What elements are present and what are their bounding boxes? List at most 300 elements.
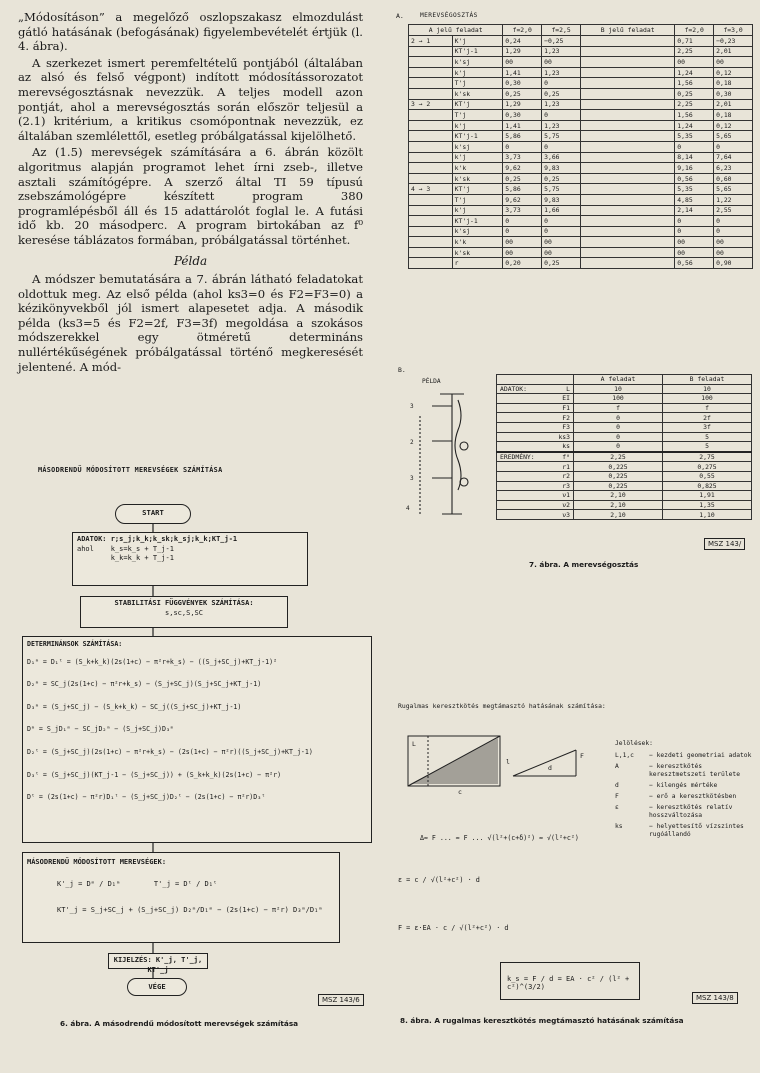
- example-result-label: [497, 462, 574, 472]
- legend-description: − kezdeti geometriai adatok: [649, 752, 752, 759]
- legend-row: [615, 782, 755, 790]
- example-result-symbol: r3: [562, 481, 570, 490]
- distribution-cell: 0,18: [714, 110, 753, 121]
- example-header-empty: [497, 375, 574, 385]
- figure-6-badge: MSZ 143/6: [318, 994, 364, 1006]
- distribution-cell: 0,25: [503, 173, 542, 184]
- example-input-value: 0: [574, 442, 663, 452]
- distribution-cell: [580, 152, 674, 163]
- distribution-row: [409, 46, 753, 57]
- distribution-row: [409, 226, 753, 237]
- distribution-cell: [580, 110, 674, 121]
- example-result-symbol: r1: [562, 462, 570, 471]
- intro-paragraph-1: „Módosításon” a megelőző oszlopszakasz elmozdulást gátló hatásának (befogásának) figyelembevételét értjük (l. 4. ábra).: [18, 10, 363, 54]
- example-result-heading: EREDMÉNY:: [500, 453, 535, 462]
- example-input-value: f: [663, 403, 752, 413]
- distribution-cell: 1,66: [542, 205, 581, 216]
- distribution-cell: 0: [542, 226, 581, 237]
- results-box: [22, 852, 340, 943]
- fig8-label-c: c: [458, 788, 462, 794]
- example-result-value: 2,25: [574, 452, 663, 462]
- distribution-row: [409, 216, 753, 227]
- determinants-title: DETERMINÁNSOK SZÁMÍTÁSA:: [27, 640, 123, 648]
- distribution-cell: [580, 36, 674, 47]
- distribution-cell: 9,16: [675, 163, 714, 174]
- distribution-cell: 0,60: [714, 173, 753, 184]
- distribution-cell: 00: [675, 237, 714, 248]
- distribution-cell: 00: [714, 247, 753, 258]
- output-box: KIJELZÉS: K'_j, T'_j, KT'_j: [108, 953, 208, 969]
- example-table: [496, 374, 752, 520]
- results-line-1: K'_j = Dᵐ / D₁ᵐ T'_j = Dᵗ / D₁ᵗ: [57, 880, 218, 888]
- fig8-label-L: L: [412, 740, 416, 748]
- distribution-cell: 0: [714, 141, 753, 152]
- distribution-cell: 0,71: [675, 36, 714, 47]
- example-header-a: A feladat: [574, 375, 663, 385]
- distribution-cell: [580, 205, 674, 216]
- section-heading: Példa: [173, 253, 208, 268]
- distribution-cell: 5,86: [503, 184, 542, 195]
- stability-title: STABILITÁSI FÜGGVÉNYEK SZÁMÍTÁSA:: [114, 599, 254, 607]
- distribution-row: [409, 237, 753, 248]
- distribution-cell: k'j: [452, 152, 503, 163]
- distribution-cell: 00: [542, 237, 581, 248]
- example-pelda-label: PÉLDA: [422, 378, 441, 385]
- distribution-cell: [409, 131, 453, 142]
- distribution-cell: k'sk: [452, 173, 503, 184]
- distribution-cell: k'j: [452, 205, 503, 216]
- example-input-value: f: [574, 403, 663, 413]
- example-result-value: 1,10: [663, 510, 752, 520]
- distribution-cell: 1,29: [503, 46, 542, 57]
- distribution-row: [409, 67, 753, 78]
- distribution-cell: [580, 163, 674, 174]
- distribution-cell: 0,25: [542, 173, 581, 184]
- stability-vars: s,sc,S,SC: [165, 608, 203, 617]
- distribution-cell: k'sj: [452, 57, 503, 68]
- distribution-cell: k'sj: [452, 226, 503, 237]
- example-result-row: [497, 500, 752, 510]
- figure-8-caption: 8. ábra. A rugalmas keresztkötés megtámasztó hatásának számítása: [400, 1016, 684, 1025]
- distribution-row: [409, 141, 753, 152]
- table-a-label: A.: [396, 12, 404, 20]
- determinants-box: [22, 636, 372, 843]
- column-sketch: [402, 386, 486, 526]
- distribution-cell: T'j: [452, 194, 503, 205]
- legend-symbol: L,1,c: [615, 752, 634, 759]
- input-box: [72, 532, 308, 586]
- example-result-symbol: ν3: [562, 510, 570, 519]
- distribution-cell: 9,62: [503, 194, 542, 205]
- table-a-title: MEREVSÉGOSZTÁS: [420, 12, 478, 19]
- distribution-cell: 9,83: [542, 194, 581, 205]
- distribution-cell: [409, 216, 453, 227]
- distribution-cell: KT'j-1: [452, 46, 503, 57]
- distribution-cell: 0,12: [714, 67, 753, 78]
- example-input-value: 5: [663, 442, 752, 452]
- distribution-cell: 9,83: [542, 163, 581, 174]
- distribution-cell: KT'j-1: [452, 131, 503, 142]
- example-input-row: [497, 422, 752, 432]
- distribution-cell: [580, 184, 674, 195]
- example-input-label: [497, 442, 574, 452]
- distribution-row: [409, 173, 753, 184]
- results-title: MÁSODRENDŰ MÓDOSÍTOTT MEREVSÉGEK:: [27, 858, 167, 866]
- header-cell-a-f25: f=2,5: [542, 25, 581, 36]
- figure-7-caption: 7. ábra. A merevségosztás: [529, 560, 639, 569]
- end-terminal: VÉGE: [127, 978, 187, 996]
- distribution-cell: [409, 57, 453, 68]
- distribution-cell: −0,25: [542, 36, 581, 47]
- example-input-value: 10: [663, 384, 752, 394]
- intro-paragraph-3: Az (1.5) merevségek számítására a 6. ábrán közölt algoritmus alapján programot lehet írni zseb-, illetve asztali számítógépre. A szerző által TI 59 típusú zsebszámológépre készített program 380 programlépésből áll és 15 adattárolót foglal le. A futási idő kb. 20 másodperc. A program birtokában az f⁰ keresése táblázatos formában, próbálgatással történhet.: [18, 145, 363, 247]
- example-header-b: B feladat: [663, 375, 752, 385]
- distribution-cell: 00: [714, 237, 753, 248]
- example-result-symbol: r2: [562, 472, 570, 481]
- distribution-cell: 0: [714, 226, 753, 237]
- example-result-row: [497, 462, 752, 472]
- distribution-cell: 4 → 3: [409, 184, 453, 195]
- distribution-cell: K'j: [452, 36, 503, 47]
- example-input-row: [497, 394, 752, 404]
- example-input-label: [497, 403, 574, 413]
- distribution-cell: 1,23: [542, 67, 581, 78]
- distribution-cell: [580, 78, 674, 89]
- example-input-row: [497, 432, 752, 442]
- fig8-label-F: F: [580, 752, 584, 760]
- fig8-eq-2: ε = c / √(l²+c²) · d: [398, 876, 480, 884]
- distribution-cell: [409, 120, 453, 131]
- legend-symbol: A: [615, 763, 619, 770]
- intro-text: [18, 10, 363, 376]
- distribution-cell: [580, 226, 674, 237]
- distribution-cell: 1,24: [675, 120, 714, 131]
- distribution-cell: 1,23: [542, 46, 581, 57]
- distribution-table: [408, 24, 753, 269]
- example-result-row: [497, 510, 752, 520]
- det-line-1: D₁ᵐ = D₁ᵗ = (S_k+k_k)(2s(1+c) − π²r+k_s) − ((S_j+SC_j)+KT_j-1)²: [27, 657, 278, 666]
- example-result-label: [497, 481, 574, 491]
- distribution-row: [409, 78, 753, 89]
- distribution-cell: 5,65: [714, 131, 753, 142]
- fig8-eq-1: Δ≈ F ... ≈ F ... √(l²+(c+δ)²) ≈ √(l²+c²): [420, 834, 579, 842]
- example-result-value: 2,10: [574, 510, 663, 520]
- example-result-row: [497, 481, 752, 491]
- distribution-row: [409, 163, 753, 174]
- distribution-cell: 0: [675, 216, 714, 227]
- example-result-label: [497, 510, 574, 520]
- figure-6-caption: 6. ábra. A másodrendű módosított merevségek számítása: [60, 1019, 299, 1028]
- example-input-value: 10: [574, 384, 663, 394]
- legend-description: − helyettesítő vízszintes rugóállandó: [649, 823, 744, 838]
- distribution-cell: 5,65: [714, 184, 753, 195]
- det-line-6: D₃ᵗ = (S_j+SC_j)(KT_j-1 − (S_j+SC_j)) + (S_k+k_k)(2s(1+c) − π²r): [27, 770, 282, 779]
- distribution-cell: 1,24: [675, 67, 714, 78]
- example-input-label: [497, 394, 574, 404]
- distribution-cell: 0: [542, 78, 581, 89]
- distribution-cell: 0,56: [675, 173, 714, 184]
- distribution-cell: 5,75: [542, 184, 581, 195]
- distribution-cell: KT'j-1: [452, 216, 503, 227]
- distribution-cell: k'j: [452, 120, 503, 131]
- example-input-label: [497, 413, 574, 423]
- distribution-cell: 0,24: [503, 36, 542, 47]
- example-result-label: [497, 500, 574, 510]
- distribution-cell: 0,25: [675, 88, 714, 99]
- distribution-cell: KT'j: [452, 99, 503, 110]
- distribution-row: [409, 258, 753, 269]
- det-line-5: D₂ᵗ = (S_j+SC_j)(2s(1+c) − π²r+k_s) − (2s(1+c) − π²r)((S_j+SC_j)+KT_j-1): [27, 747, 313, 756]
- example-result-value: 2,10: [574, 500, 663, 510]
- example-input-symbol: L: [566, 384, 570, 393]
- distribution-cell: [580, 173, 674, 184]
- distribution-cell: [580, 46, 674, 57]
- example-input-value: 5: [663, 432, 752, 442]
- legend-symbol: F: [615, 793, 619, 800]
- example-result-value: 0,225: [574, 481, 663, 491]
- example-result-label: [497, 491, 574, 501]
- distribution-cell: T'j: [452, 110, 503, 121]
- legend-title: Jelölések:: [615, 740, 653, 747]
- example-input-value: 100: [663, 394, 752, 404]
- distribution-cell: [409, 141, 453, 152]
- distribution-cell: [580, 247, 674, 258]
- distribution-cell: 9,62: [503, 163, 542, 174]
- det-line-3: D₃ᵐ = (S_j+SC_j) − (S_k+k_k) − SC_j((S_j+SC_j)+KT_j-1): [27, 702, 242, 711]
- example-label-b: B.: [398, 366, 406, 374]
- distribution-cell: KT'j: [452, 184, 503, 195]
- distribution-row: [409, 99, 753, 110]
- distribution-row: [409, 110, 753, 121]
- distribution-cell: [409, 194, 453, 205]
- distribution-cell: 00: [503, 57, 542, 68]
- header-cell-a: A jelű feladat: [409, 25, 503, 36]
- example-header-row: [497, 375, 752, 385]
- distribution-cell: 0: [503, 141, 542, 152]
- distribution-cell: [580, 237, 674, 248]
- example-table-wrap: [496, 374, 752, 520]
- distribution-cell: [409, 205, 453, 216]
- legend-symbol: ε: [615, 804, 619, 811]
- distribution-cell: [580, 99, 674, 110]
- distribution-cell: [409, 78, 453, 89]
- distribution-cell: [580, 141, 674, 152]
- distribution-cell: 3,73: [503, 152, 542, 163]
- distribution-cell: 0: [675, 226, 714, 237]
- results-line-2: KT'_j = S_j+SC_j + (S_j+SC_j) D₂ᵐ/D₁ᵐ − (2s(1+c) − π²r) D₃ᵐ/D₁ᵐ: [57, 906, 323, 914]
- det-line-4: Dᵐ = S_jD₁ᵐ − SC_jD₂ᵐ − (S_j+SC_j)D₃ᵐ: [27, 725, 174, 734]
- distribution-cell: 00: [542, 247, 581, 258]
- svg-text:4: 4: [406, 505, 410, 512]
- distribution-cell: [409, 247, 453, 258]
- example-input-value: 3f: [663, 422, 752, 432]
- det-line-2: D₂ᵐ = SC_j(2s(1+c) − π²r+k_s) − (S_j+SC_j)(S_j+SC_j+KT_j-1): [27, 680, 262, 689]
- distribution-cell: 0,30: [503, 78, 542, 89]
- distribution-cell: 2,25: [675, 99, 714, 110]
- truss-sketch: [398, 728, 614, 794]
- distribution-row: [409, 152, 753, 163]
- distribution-cell: 0: [542, 216, 581, 227]
- distribution-cell: 5,35: [675, 131, 714, 142]
- distribution-cell: k'k: [452, 163, 503, 174]
- distribution-cell: 5,35: [675, 184, 714, 195]
- distribution-cell: [580, 120, 674, 131]
- distribution-cell: 0,25: [503, 88, 542, 99]
- distribution-row: [409, 194, 753, 205]
- example-input-symbol: F2: [562, 413, 570, 422]
- distribution-cell: [409, 67, 453, 78]
- distribution-cell: [580, 67, 674, 78]
- distribution-row: [409, 205, 753, 216]
- example-input-symbol: ks: [562, 442, 570, 451]
- example-input-label: [497, 422, 574, 432]
- legend-row: [615, 752, 755, 760]
- example-input-symbol: F3: [562, 423, 570, 432]
- distribution-row: [409, 120, 753, 131]
- example-input-symbol: EI: [562, 394, 570, 403]
- intro-paragraph-4: A módszer bemutatására a 7. ábrán látható feladatokat oldottuk meg. Az első példa (ahol ks3=0 és F2=F3=0) a kézikönyvekből jól ismert alapesetet adja. A második példa (ks3=5 és F2=2f, F3=3f) megoldása a szokásos módszerekkel egy ötméretű determináns nullértékűségének próbálgatással történő megkeresését jelentené. A mód-: [18, 272, 363, 374]
- distribution-cell: −0,23: [714, 36, 753, 47]
- legend-row: [615, 793, 755, 801]
- distribution-cell: 1,56: [675, 78, 714, 89]
- distribution-cell: 0,30: [714, 88, 753, 99]
- distribution-row: [409, 57, 753, 68]
- example-result-value: 2,10: [574, 491, 663, 501]
- example-result-value: 2,75: [663, 452, 752, 462]
- distribution-cell: 1,22: [714, 194, 753, 205]
- example-result-label: [497, 452, 574, 462]
- example-input-value: 0: [574, 432, 663, 442]
- example-result-value: 1,35: [663, 500, 752, 510]
- svg-text:2: 2: [410, 439, 414, 446]
- distribution-cell: [580, 216, 674, 227]
- legend-symbol: ks: [615, 823, 623, 830]
- distribution-row: [409, 247, 753, 258]
- distribution-cell: 0,12: [714, 120, 753, 131]
- flowchart-title: MÁSODRENDŰ MÓDOSÍTOTT MEREVSÉGEK SZÁMÍTÁSA: [38, 466, 223, 474]
- distribution-cell: 0: [675, 141, 714, 152]
- example-result-value: 0,275: [663, 462, 752, 472]
- distribution-cell: 3,73: [503, 205, 542, 216]
- distribution-cell: [580, 131, 674, 142]
- distribution-cell: 3 → 2: [409, 99, 453, 110]
- header-cell-b-f30: f=3,0: [714, 25, 753, 36]
- distribution-cell: 2,14: [675, 205, 714, 216]
- example-input-symbol: ks3: [558, 432, 570, 441]
- fig8-eq-4: k_s = F / d = EA · c² / (l² + c²)^(3/2): [500, 962, 640, 1000]
- distribution-cell: k'sk: [452, 247, 503, 258]
- distribution-cell: 0,18: [714, 78, 753, 89]
- distribution-cell: [409, 258, 453, 269]
- distribution-cell: [409, 173, 453, 184]
- header-cell-b-f20: f=2,0: [675, 25, 714, 36]
- distribution-cell: 1,41: [503, 120, 542, 131]
- distribution-cell: 2,25: [675, 46, 714, 57]
- distribution-cell: [409, 110, 453, 121]
- distribution-cell: 5,75: [542, 131, 581, 142]
- example-input-value: 100: [574, 394, 663, 404]
- example-result-row: [497, 452, 752, 462]
- distribution-cell: r: [452, 258, 503, 269]
- intro-paragraph-2: A szerkezet ismert peremfeltételű pontjából (általában az alsó és felső végpont) indított módosítássorozatot merevségosztásnak nevezzük. A teljes modell azon pontját, ahol a merevségosztás során először teljesül a (2.1) kritérium, a kritikus csomópontnak nevezzük, ez általában szemlélettől, esetleg próbálgatással kijelölhető.: [18, 55, 363, 143]
- distribution-cell: 3,66: [542, 152, 581, 163]
- header-cell-a-f20: f=2,0: [503, 25, 542, 36]
- example-result-row: [497, 471, 752, 481]
- distribution-cell: 00: [714, 57, 753, 68]
- distribution-cell: k'sj: [452, 141, 503, 152]
- svg-text:3: 3: [410, 475, 414, 482]
- distribution-cell: 0,56: [675, 258, 714, 269]
- figure-7-badge: MSZ 143/: [704, 538, 745, 550]
- distribution-cell: [580, 194, 674, 205]
- distribution-cell: 4,85: [675, 194, 714, 205]
- distribution-cell: 0,90: [714, 258, 753, 269]
- fig8-eq-3: F = ε·EA · c / √(l²+c²) · d: [398, 924, 509, 932]
- distribution-cell: 1,23: [542, 120, 581, 131]
- legend-row: [615, 804, 755, 820]
- stability-box: [80, 596, 288, 628]
- distribution-cell: 6,23: [714, 163, 753, 174]
- distribution-table-wrap: [408, 24, 753, 269]
- fig8-label-d: d: [548, 764, 552, 772]
- fig8-title: Rugalmas keresztkötés megtámasztó hatásának számítása:: [398, 702, 606, 710]
- distribution-cell: T'j: [452, 78, 503, 89]
- input-line-3: k_k=k_k + T_j-1: [77, 554, 174, 563]
- distribution-cell: [409, 237, 453, 248]
- distribution-cell: [580, 57, 674, 68]
- example-input-symbol: F1: [562, 404, 570, 413]
- distribution-cell: 2,01: [714, 46, 753, 57]
- distribution-cell: 1,56: [675, 110, 714, 121]
- distribution-row: [409, 184, 753, 195]
- example-result-value: 0,225: [574, 462, 663, 472]
- figure-8-badge: MSZ 143/8: [692, 992, 738, 1004]
- example-result-value: 0,225: [574, 471, 663, 481]
- fig8-legend: [615, 740, 755, 842]
- distribution-cell: 1,41: [503, 67, 542, 78]
- distribution-cell: 00: [542, 57, 581, 68]
- example-result-symbol: ν2: [562, 501, 570, 510]
- distribution-cell: [409, 88, 453, 99]
- example-result-symbol: ν1: [562, 491, 570, 500]
- fig8-label-l: l: [506, 758, 510, 766]
- distribution-cell: 0,25: [542, 258, 581, 269]
- distribution-cell: 1,23: [542, 99, 581, 110]
- legend-symbol: d: [615, 782, 619, 789]
- legend-description: − keresztkötés relatív hosszváltozása: [649, 804, 733, 819]
- distribution-cell: [580, 258, 674, 269]
- det-line-7: Dᵗ = (2s(1+c) − π²r)D₁ᵗ − (S_j+SC_j)D₂ᵗ − (2s(1+c) − π²r)D₃ᵗ: [27, 793, 266, 802]
- distribution-cell: [409, 163, 453, 174]
- distribution-cell: k'k: [452, 237, 503, 248]
- example-input-value: 0: [574, 422, 663, 432]
- distribution-row: [409, 88, 753, 99]
- distribution-cell: 2,55: [714, 205, 753, 216]
- example-input-row: [497, 442, 752, 452]
- distribution-cell: 0: [503, 216, 542, 227]
- distribution-cell: 2 → 1: [409, 36, 453, 47]
- example-input-row: [497, 403, 752, 413]
- distribution-cell: 0: [503, 226, 542, 237]
- header-cell-b: B jelű feladat: [580, 25, 674, 36]
- distribution-cell: 8,14: [675, 152, 714, 163]
- example-input-label: [497, 432, 574, 442]
- distribution-row: [409, 36, 753, 47]
- start-terminal: START: [115, 504, 191, 524]
- distribution-cell: 0: [714, 216, 753, 227]
- distribution-cell: 0: [542, 110, 581, 121]
- distribution-cell: k'sk: [452, 88, 503, 99]
